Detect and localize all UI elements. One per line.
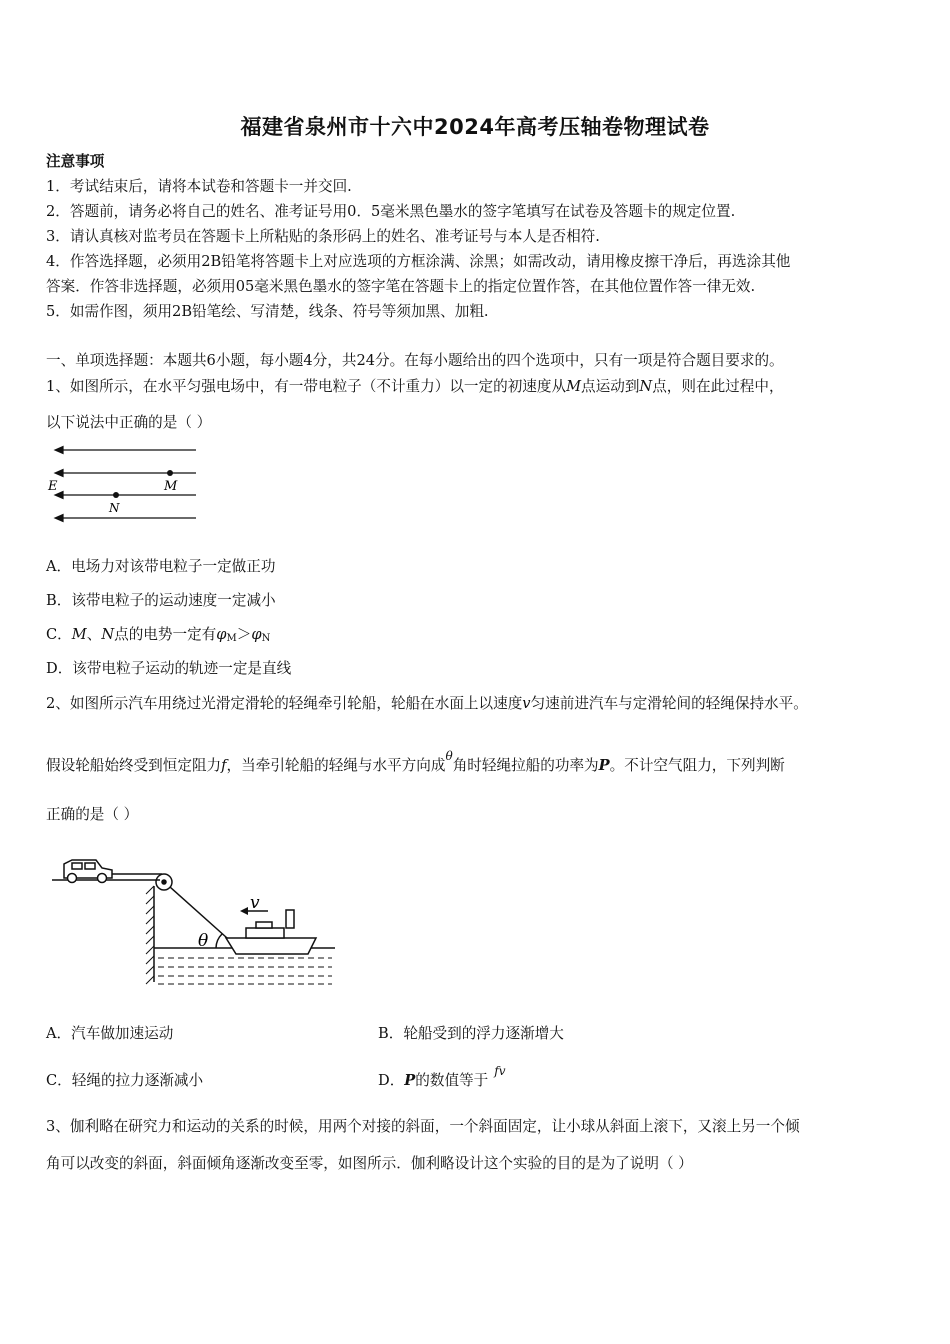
point-label-n: N — [109, 501, 120, 515]
q2-option-a[interactable]: A．汽车做加速运动 — [46, 1025, 174, 1042]
notice-item: 1．考试结束后，请将本试卷和答题卡一并交回. — [46, 178, 352, 195]
point-m-dot — [167, 470, 173, 476]
velocity-label: v — [250, 893, 260, 913]
point-label-m: M — [164, 479, 178, 494]
q2-stem-line2: 假设轮船始终受到恒定阻力f，当牵引轮船的轻绳与水平方向成$^\theta$角时轻绳拉船的功率为P。不计空气阻力，下列判断 — [46, 749, 785, 774]
notice-item: 5．如需作图，须用2B铅笔绘、写清楚，线条、符号等须加黑、加粗. — [46, 303, 489, 320]
notice-item: 4．作答选择题，必须用2B铅笔将答题卡上对应选项的方框涂满、涂黑；如需改动，请用橡皮擦干净后，再选涂其他 — [46, 253, 791, 270]
notice-item: 3．请认真核对监考员在答题卡上所粘贴的条形码上的姓名、准考证号与本人是否相符. — [46, 228, 600, 245]
field-label-e: E — [48, 479, 58, 494]
q1-stem-line2: 以下说法中正确的是（ ） — [46, 414, 212, 431]
notice-heading: 注意事项 — [46, 153, 105, 170]
section-heading: 一、单项选择题：本题共6小题，每小题4分，共24分。在每小题给出的四个选项中，只有一项是符合题目要求的。 — [46, 352, 784, 369]
q1-option-c[interactable]: C．M、N点的电势一定有$\varphi_M>\varphi_N$ — [46, 626, 271, 644]
notice-item: 答案．作答非选择题，必须用05毫米黑色墨水的签字笔在答题卡上的指定位置作答，在其他位置作答一律无效. — [46, 278, 756, 295]
q2-stem-line1: 2、如图所示汽车用绕过光滑定滑轮的轻绳牵引轮船，轮船在水面上以速度v匀速前进汽车与定滑轮间的轻绳保持水平。 — [46, 695, 808, 712]
q2-option-d[interactable]: D．P的数值等于$^{fv}$ — [378, 1064, 506, 1089]
q1-option-b[interactable]: B．该带电粒子的运动速度一定减小 — [46, 592, 276, 609]
page-title: 福建省泉州市十六中2024年高考压轴卷物理试卷 — [240, 115, 710, 139]
point-n-dot — [113, 492, 119, 498]
q1-stem-line1: 1、如图所示，在水平匀强电场中，有一带电粒子（不计重力）以一定的初速度从M点运动到N点，则在此过程中， — [46, 378, 784, 395]
notice-item: 2．答题前，请务必将自己的姓名、准考证号用0．5毫米黑色墨水的签字笔填写在试卷及答题卡的规定位置. — [46, 203, 736, 220]
q2-option-b[interactable]: B．轮船受到的浮力逐渐增大 — [378, 1025, 564, 1042]
q3-stem-line2: 角可以改变的斜面，斜面倾角逐渐改变至零，如图所示．伽利略设计这个实验的目的是为了说明（ ） — [46, 1155, 693, 1172]
electric-field-figure — [46, 440, 206, 530]
angle-label: θ — [198, 931, 209, 951]
q1-option-d[interactable]: D．该带电粒子运动的轨迹一定是直线 — [46, 660, 292, 677]
q1-option-a[interactable]: A．电场力对该带电粒子一定做正功 — [46, 558, 276, 575]
q3-stem-line1: 3、伽利略在研究力和运动的关系的时候，用两个对接的斜面，一个斜面固定，让小球从斜面上滚下，又滚上另一个倾 — [46, 1118, 800, 1135]
q2-option-c[interactable]: C．轻绳的拉力逐渐减小 — [46, 1072, 204, 1089]
car-boat-pulley-figure — [50, 850, 340, 990]
q2-stem-line3: 正确的是（ ） — [46, 806, 139, 823]
